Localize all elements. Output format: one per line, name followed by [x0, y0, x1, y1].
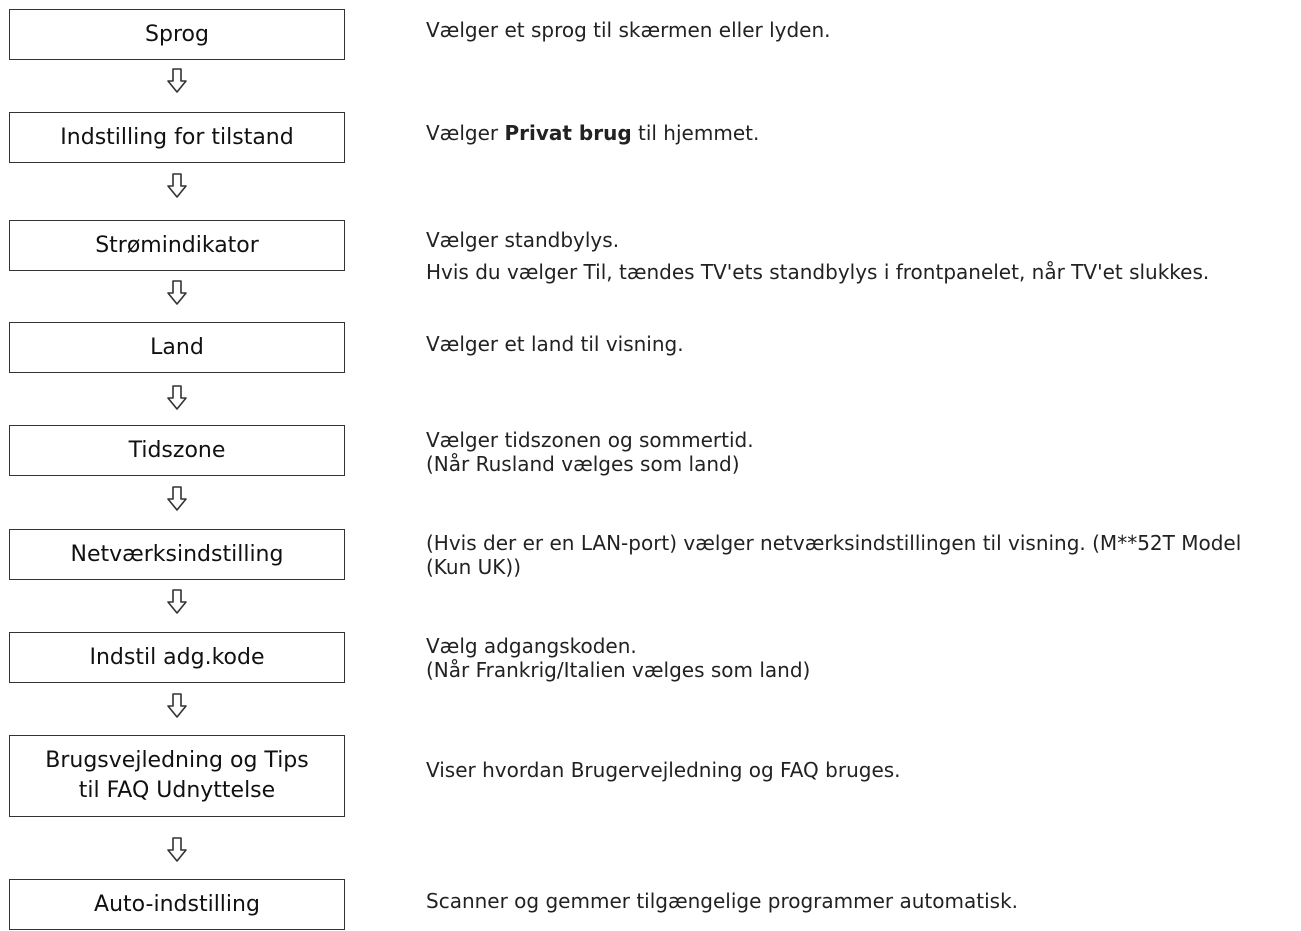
- down-arrow-icon: [166, 68, 188, 94]
- step-box-land: [9, 322, 345, 373]
- step-box-auto-indstilling: [9, 879, 345, 930]
- down-arrow-icon: [166, 280, 188, 306]
- description-bold-text: Privat brug: [504, 121, 632, 145]
- down-arrow-icon: [166, 173, 188, 199]
- step-label: Tidszone: [128, 437, 226, 463]
- step-label: Indstilling for tilstand: [60, 124, 294, 150]
- step-box-tidszone: [9, 425, 345, 476]
- step-box-indstilling-for-tilstand: [9, 112, 345, 163]
- step-label-line-1: Brugsvejledning og Tips: [45, 748, 309, 773]
- step-description-indstilling-for-tilstand: [426, 121, 759, 145]
- description-line: (Når Frankrig/Italien vælges som land): [426, 658, 811, 682]
- step-description-tidszone: [426, 428, 754, 476]
- step-box-stroemindikator: [9, 220, 345, 271]
- step-box-indstil-adg-kode: [9, 632, 345, 683]
- step-box-brugsvejledning: [9, 735, 345, 817]
- description-line: Hvis du vælger Til, tændes TV'ets standbylys i frontpanelet, når TV'et slukkes.: [426, 260, 1210, 284]
- step-label: Land: [150, 334, 204, 360]
- step-label-line-2: til FAQ Udnyttelse: [78, 778, 276, 803]
- step-label: Indstil adg.kode: [89, 644, 265, 670]
- step-label: Sprog: [145, 21, 209, 47]
- step-description-sprog: [426, 18, 831, 42]
- down-arrow-icon: [166, 693, 188, 719]
- step-description-stroemindikator: [426, 224, 1209, 288]
- down-arrow-icon: [166, 486, 188, 512]
- step-description-indstil-adg-kode: [426, 634, 810, 682]
- description-line: Vælger tidszonen og sommertid.: [426, 428, 754, 452]
- step-description-brugsvejledning: [426, 758, 901, 782]
- description-line: Vælger standbylys.: [426, 228, 620, 252]
- step-box-netvaerksindstilling: [9, 529, 345, 580]
- step-description-land: [426, 332, 684, 356]
- step-label: Netværksindstilling: [70, 541, 284, 567]
- down-arrow-icon: [166, 589, 188, 615]
- down-arrow-icon: [166, 385, 188, 411]
- step-label: Strømindikator: [95, 232, 259, 258]
- step-description-auto-indstilling: [426, 889, 1018, 913]
- down-arrow-icon: [166, 837, 188, 863]
- description-line: (Kun UK)): [426, 555, 521, 579]
- step-label: Auto-indstilling: [94, 891, 260, 917]
- description-text: til hjemmet.: [631, 121, 760, 145]
- step-box-sprog: [9, 9, 345, 60]
- description-text: Vælger: [426, 121, 505, 145]
- step-description-netvaerksindstilling: [426, 531, 1241, 579]
- description-line: Vælg adgangskoden.: [426, 634, 637, 658]
- description-line: Viser hvordan Brugervejledning og FAQ bruges.: [426, 758, 901, 782]
- description-line: (Når Rusland vælges som land): [426, 452, 740, 476]
- description-line: Vælger et sprog til skærmen eller lyden.: [426, 18, 831, 42]
- description-line: Scanner og gemmer tilgængelige programmer automatisk.: [426, 889, 1019, 913]
- description-line: (Hvis der er en LAN-port) vælger netværksindstillingen til visning. (M**52T Model: [426, 531, 1242, 555]
- description-line: Vælger et land til visning.: [426, 332, 684, 356]
